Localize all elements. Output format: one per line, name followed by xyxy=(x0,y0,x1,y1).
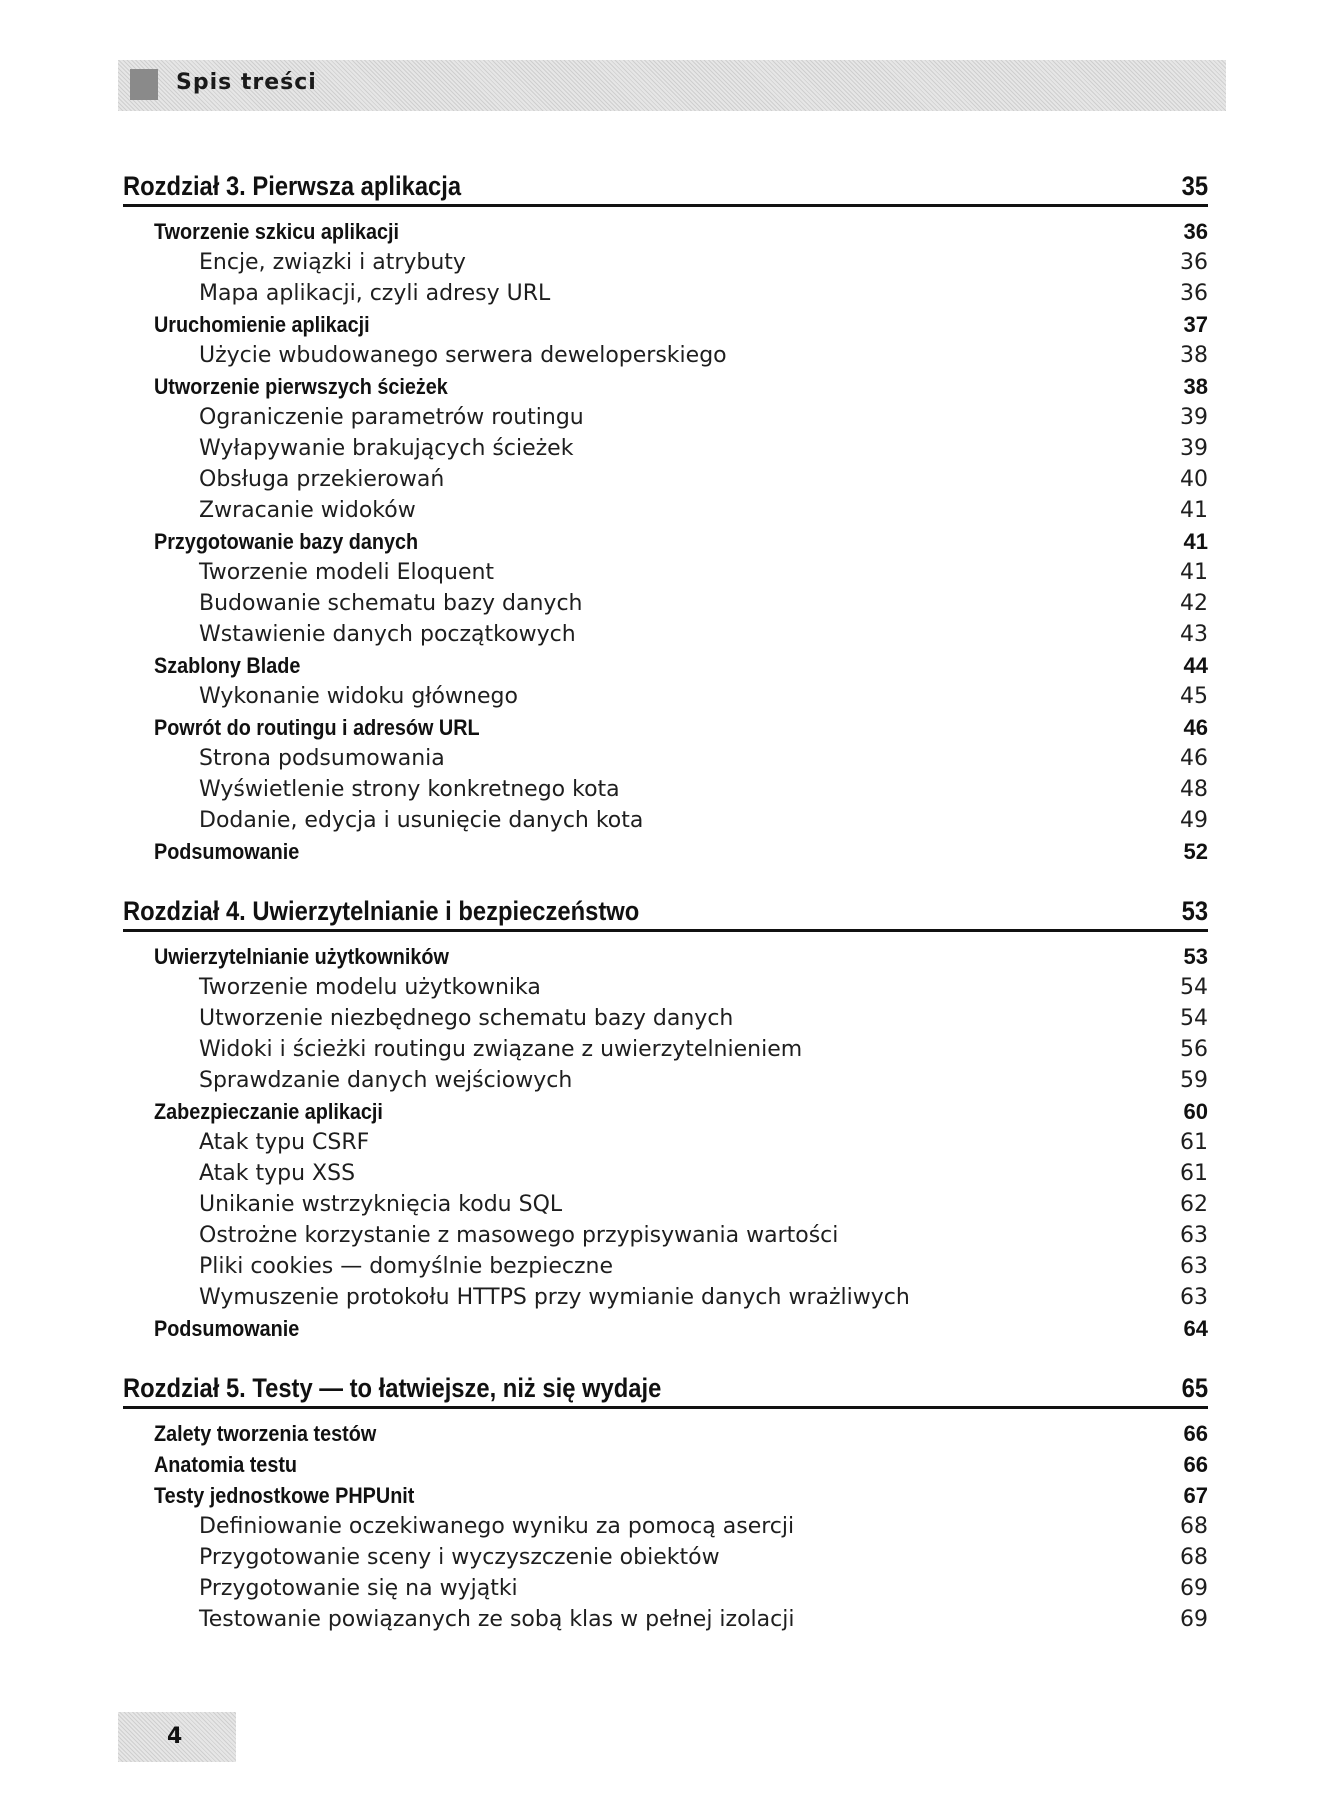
toc-entry-page: 56 xyxy=(1180,1037,1208,1062)
toc-subsection-entry xyxy=(123,1282,1208,1313)
toc-entry-page: 66 xyxy=(1183,1451,1208,1477)
toc-entry-title: Mapa aplikacji, czyli adresy URL xyxy=(199,281,551,306)
toc-entry-title: Powrót do routingu i adresów URL xyxy=(154,714,480,740)
toc-entry-page: 61 xyxy=(1180,1161,1208,1186)
toc-section-entry xyxy=(123,526,1208,557)
toc-section-entry xyxy=(123,712,1208,743)
table-of-contents xyxy=(123,158,1208,1635)
toc-entry-title: Przygotowanie się na wyjątki xyxy=(199,1576,518,1601)
toc-entry-title: Anatomia testu xyxy=(154,1451,298,1477)
toc-entry-title: Atak typu XSS xyxy=(199,1161,356,1186)
page-number-box xyxy=(118,1712,236,1762)
toc-entry-title: Encje, związki i atrybuty xyxy=(199,250,466,275)
chapter-title: Rozdział 4. Uwierzytelnianie i bezpieczeństwo xyxy=(123,896,640,926)
toc-subsection-entry xyxy=(123,1511,1208,1542)
toc-subsection-entry xyxy=(123,774,1208,805)
page-number: 4 xyxy=(167,1724,183,1749)
toc-entry-title: Dodanie, edycja i usunięcie danych kota xyxy=(199,808,644,833)
toc-subsection-entry xyxy=(123,1604,1208,1635)
toc-entry-title: Wymuszenie protokołu HTTPS przy wymianie danych wrażliwych xyxy=(199,1285,910,1310)
chapter-page-number: 53 xyxy=(1181,896,1208,926)
toc-subsection-entry xyxy=(123,495,1208,526)
toc-section-entry xyxy=(123,1449,1208,1480)
toc-entry-title: Sprawdzanie danych wejściowych xyxy=(199,1068,573,1093)
toc-entry-title: Tworzenie szkicu aplikacji xyxy=(154,218,400,244)
toc-entry-title: Widoki i ścieżki routingu związane z uwierzytelnieniem xyxy=(199,1037,803,1062)
toc-section-entry xyxy=(123,216,1208,247)
toc-section-entry xyxy=(123,1096,1208,1127)
toc-entry-page: 61 xyxy=(1180,1130,1208,1155)
toc-entry-page: 60 xyxy=(1183,1098,1208,1124)
chapter-title: Rozdział 5. Testy — to łatwiejsze, niż się wydaje xyxy=(123,1373,662,1403)
toc-entry-page: 40 xyxy=(1180,467,1208,492)
toc-entry-page: 43 xyxy=(1180,622,1208,647)
toc-entry-title: Szablony Blade xyxy=(154,652,301,678)
toc-entry-title: Ostrożne korzystanie z masowego przypisywania wartości xyxy=(199,1223,839,1248)
toc-entry-page: 36 xyxy=(1180,250,1208,275)
toc-entry-page: 46 xyxy=(1180,746,1208,771)
toc-entry-title: Tworzenie modeli Eloquent xyxy=(199,560,495,585)
toc-entry-page: 63 xyxy=(1180,1254,1208,1279)
toc-entry-page: 41 xyxy=(1183,528,1208,554)
toc-entry-title: Wstawienie danych początkowych xyxy=(199,622,576,647)
toc-entry-title: Ograniczenie parametrów routingu xyxy=(199,405,584,430)
toc-section-entry xyxy=(123,309,1208,340)
toc-subsection-entry xyxy=(123,1251,1208,1282)
toc-entry-page: 68 xyxy=(1180,1514,1208,1539)
toc-entry-page: 46 xyxy=(1183,714,1208,740)
toc-subsection-entry xyxy=(123,805,1208,836)
toc-entry-page: 37 xyxy=(1183,311,1208,337)
toc-section-entry xyxy=(123,650,1208,681)
toc-entry-title: Zalety tworzenia testów xyxy=(154,1420,377,1446)
chapter-heading-row xyxy=(123,883,1208,932)
toc-subsection-entry xyxy=(123,972,1208,1003)
toc-entry-page: 69 xyxy=(1180,1607,1208,1632)
toc-entry-title: Wyłapywanie brakujących ścieżek xyxy=(199,436,574,461)
toc-entry-page: 66 xyxy=(1183,1420,1208,1446)
toc-entry-page: 53 xyxy=(1183,943,1208,969)
toc-entry-page: 54 xyxy=(1180,1006,1208,1031)
chapter-gap xyxy=(123,867,1208,883)
chapter-title: Rozdział 3. Pierwsza aplikacja xyxy=(123,171,462,201)
toc-subsection-entry xyxy=(123,278,1208,309)
toc-entry-page: 42 xyxy=(1180,591,1208,616)
toc-entry-page: 64 xyxy=(1183,1315,1208,1341)
toc-entry-page: 41 xyxy=(1180,498,1208,523)
toc-entry-page: 52 xyxy=(1183,838,1208,864)
header-marker xyxy=(130,69,158,100)
toc-entry-page: 44 xyxy=(1183,652,1208,678)
toc-entry-page: 49 xyxy=(1180,808,1208,833)
toc-subsection-entry xyxy=(123,1158,1208,1189)
toc-entry-page: 63 xyxy=(1180,1223,1208,1248)
toc-subsection-entry xyxy=(123,340,1208,371)
toc-entry-title: Tworzenie modelu użytkownika xyxy=(199,975,541,1000)
toc-entry-page: 63 xyxy=(1180,1285,1208,1310)
toc-entry-page: 36 xyxy=(1183,218,1208,244)
toc-section-entry xyxy=(123,371,1208,402)
toc-subsection-entry xyxy=(123,557,1208,588)
toc-subsection-entry xyxy=(123,464,1208,495)
toc-entry-page: 69 xyxy=(1180,1576,1208,1601)
running-header-label: Spis treści xyxy=(176,70,317,95)
toc-section-entry xyxy=(123,836,1208,867)
toc-entry-page: 41 xyxy=(1180,560,1208,585)
toc-section-entry xyxy=(123,1480,1208,1511)
running-header xyxy=(118,60,1226,111)
toc-subsection-entry xyxy=(123,588,1208,619)
toc-entry-page: 54 xyxy=(1180,975,1208,1000)
chapter-heading-row xyxy=(123,158,1208,207)
toc-entry-page: 48 xyxy=(1180,777,1208,802)
toc-entry-title: Przygotowanie bazy danych xyxy=(154,528,419,554)
chapter-heading xyxy=(123,883,1208,941)
toc-entry-page: 59 xyxy=(1180,1068,1208,1093)
chapter-page-number: 65 xyxy=(1181,1373,1208,1403)
chapter-heading xyxy=(123,1360,1208,1418)
toc-entry-title: Uruchomienie aplikacji xyxy=(154,311,370,337)
toc-entry-page: 45 xyxy=(1180,684,1208,709)
chapter-gap xyxy=(123,1344,1208,1360)
toc-subsection-entry xyxy=(123,1127,1208,1158)
toc-subsection-entry xyxy=(123,1034,1208,1065)
chapter-page-number: 35 xyxy=(1181,171,1208,201)
toc-section-entry xyxy=(123,1313,1208,1344)
toc-subsection-entry xyxy=(123,1542,1208,1573)
toc-entry-title: Pliki cookies — domyślnie bezpieczne xyxy=(199,1254,614,1279)
toc-subsection-entry xyxy=(123,619,1208,650)
toc-entry-title: Budowanie schematu bazy danych xyxy=(199,591,583,616)
toc-entry-page: 38 xyxy=(1183,373,1208,399)
toc-subsection-entry xyxy=(123,1220,1208,1251)
toc-subsection-entry xyxy=(123,681,1208,712)
toc-entry-title: Użycie wbudowanego serwera deweloperskiego xyxy=(199,343,727,368)
toc-entry-page: 39 xyxy=(1180,436,1208,461)
toc-entry-title: Wyświetlenie strony konkretnego kota xyxy=(199,777,620,802)
toc-entry-title: Zabezpieczanie aplikacji xyxy=(154,1098,383,1124)
toc-entry-title: Atak typu CSRF xyxy=(199,1130,370,1155)
toc-entry-title: Unikanie wstrzyknięcia kodu SQL xyxy=(199,1192,563,1217)
toc-subsection-entry xyxy=(123,1189,1208,1220)
toc-entry-title: Wykonanie widoku głównego xyxy=(199,684,518,709)
toc-subsection-entry xyxy=(123,433,1208,464)
toc-section-entry xyxy=(123,941,1208,972)
toc-entry-page: 62 xyxy=(1180,1192,1208,1217)
toc-entry-page: 38 xyxy=(1180,343,1208,368)
toc-subsection-entry xyxy=(123,402,1208,433)
toc-entry-title: Zwracanie widoków xyxy=(199,498,416,523)
toc-entry-title: Przygotowanie sceny i wyczyszczenie obiektów xyxy=(199,1545,720,1570)
toc-entry-page: 39 xyxy=(1180,405,1208,430)
toc-entry-page: 36 xyxy=(1180,281,1208,306)
toc-entry-title: Podsumowanie xyxy=(154,1315,300,1341)
toc-subsection-entry xyxy=(123,1065,1208,1096)
toc-entry-page: 68 xyxy=(1180,1545,1208,1570)
toc-entry-title: Testy jednostkowe PHPUnit xyxy=(154,1482,415,1508)
toc-entry-title: Uwierzytelnianie użytkowników xyxy=(154,943,449,969)
toc-section-entry xyxy=(123,1418,1208,1449)
toc-subsection-entry xyxy=(123,743,1208,774)
toc-entry-title: Testowanie powiązanych ze sobą klas w pełnej izolacji xyxy=(199,1607,795,1632)
toc-subsection-entry xyxy=(123,1573,1208,1604)
toc-entry-title: Utworzenie pierwszych ścieżek xyxy=(154,373,448,399)
toc-entry-title: Podsumowanie xyxy=(154,838,300,864)
toc-entry-title: Obsługa przekierowań xyxy=(199,467,445,492)
chapter-heading-row xyxy=(123,1360,1208,1409)
toc-subsection-entry xyxy=(123,1003,1208,1034)
toc-entry-title: Utworzenie niezbędnego schematu bazy danych xyxy=(199,1006,734,1031)
toc-entry-title: Strona podsumowania xyxy=(199,746,445,771)
toc-subsection-entry xyxy=(123,247,1208,278)
toc-entry-title: Definiowanie oczekiwanego wyniku za pomocą asercji xyxy=(199,1514,795,1539)
toc-entry-page: 67 xyxy=(1183,1482,1208,1508)
chapter-heading xyxy=(123,158,1208,216)
